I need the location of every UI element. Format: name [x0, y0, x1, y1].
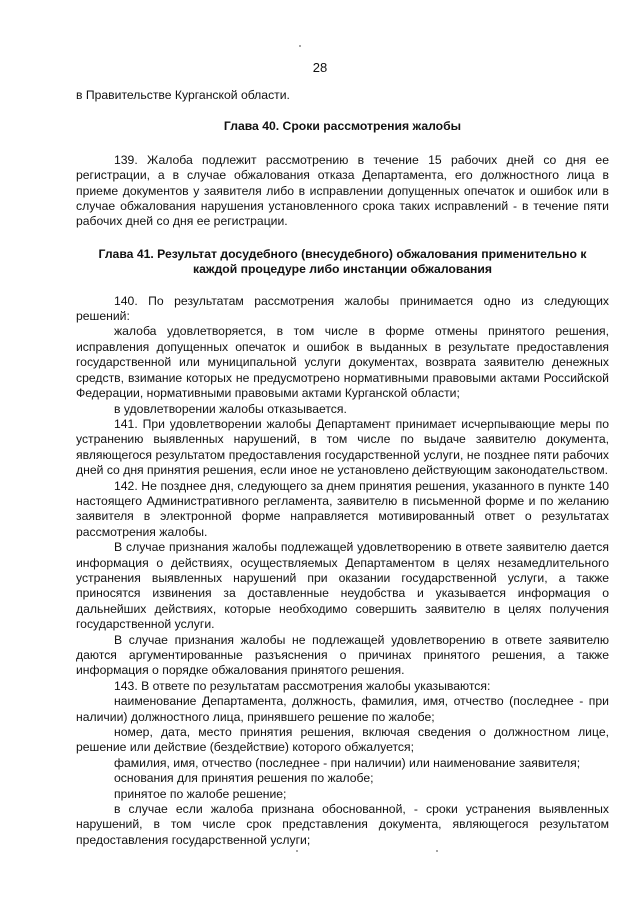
page-number: 28 [312, 60, 328, 75]
paragraph: номер, дата, место принятия решения, включая сведения о должностном лице, решение или действие (бездействие) которого обжалуется; [76, 725, 609, 755]
scan-speck [299, 45, 301, 47]
paragraph: в случае если жалоба признана обоснованной, - сроки устранения выявленных нарушений, в том числе срок представления документа, являющегося результатом предоставления государственной услуги; [76, 802, 609, 847]
paragraph: жалоба удовлетворяется, в том числе в форме отмены принятого решения, исправления допущенных опечаток и ошибок в выданных в результате предоставления государственной или муниципальной услуги документах, возврата заявителю денежных средств, взимание которых не предусмотрено нормативными правовыми актами Российской Федерации, нормативными правовыми актами Курганской области; [76, 324, 609, 401]
chapter-40-title: Глава 40. Сроки рассмотрения жалобы [223, 119, 462, 134]
paragraph: фамилия, имя, отчество (последнее - при наличии) или наименование заявителя; [114, 755, 581, 770]
paragraph: В случае признания жалобы подлежащей удовлетворению в ответе заявителю дается информация о действиях, осуществляемых Департаментом в целях незамедлительного устранения выявленных нарушений при оказании государственной услуги, а также приносятся извинения за доставленные неудобства и указывается информация о дальнейших действиях, которые необходимо совершить заявителю в целях получения государственной услуги. [76, 540, 609, 632]
scan-speck [436, 850, 438, 852]
paragraph: 141. При удовлетворении жалобы Департамент принимает исчерпывающие меры по устранению выявленных нарушений, в том числе по выдаче заявителю документа, являющегося результатом предоставления государственной услуги, не позднее пяти рабочих дней со дня принятия решения, если иное не установлено действующим законодательством. [76, 416, 609, 478]
paragraph: основания для принятия решения по жалобе; [114, 771, 374, 786]
paragraph: в удовлетворении жалобы отказывается. [114, 401, 347, 416]
document-body [76, 88, 609, 848]
paragraph: 143. В ответе по результатам рассмотрения жалобы указываются: [114, 678, 491, 693]
paragraph: 140. По результатам рассмотрения жалобы принимается одно из следующих решений: [76, 293, 609, 324]
chapter-41-body [76, 294, 609, 849]
scan-speck [296, 850, 298, 852]
chapter-41-title: Глава 41. Результат досудебного (внесудебного) обжалования применительно к каждой процедуре либо инстанции обжалования [98, 246, 587, 277]
intro-line: в Правительстве Курганской области. [76, 88, 290, 102]
paragraph-139: 139. Жалоба подлежит рассмотрению в течение 15 рабочих дней со дня ее регистрации, а в случае обжалования отказа Департамента, его должностного лица в приеме документов у заявителя либо в исправлении допущенных опечаток и ошибок или в случае обжалования нарушения установленного срока таких исправлений - в течение пяти рабочих дней со дня ее регистрации. [76, 152, 609, 229]
paragraph: принятое по жалобе решение; [114, 786, 287, 801]
paragraph: 142. Не позднее дня, следующего за днем принятия решения, указанного в пункте 140 настоящего Административного регламента, заявителю в письменной форме и по желанию заявителя в электронной форме направляется мотивированный ответ о результатах рассмотрения жалобы. [76, 478, 609, 539]
paragraph: В случае признания жалобы не подлежащей удовлетворению в ответе заявителю даются аргументированные разъяснения о причинах принятого решения, а также информация о порядке обжалования принятого решения. [76, 632, 609, 678]
paragraph: наименование Департамента, должность, фамилия, имя, отчество (последнее - при наличии) должностного лица, принявшего решение по жалобе; [76, 694, 609, 724]
